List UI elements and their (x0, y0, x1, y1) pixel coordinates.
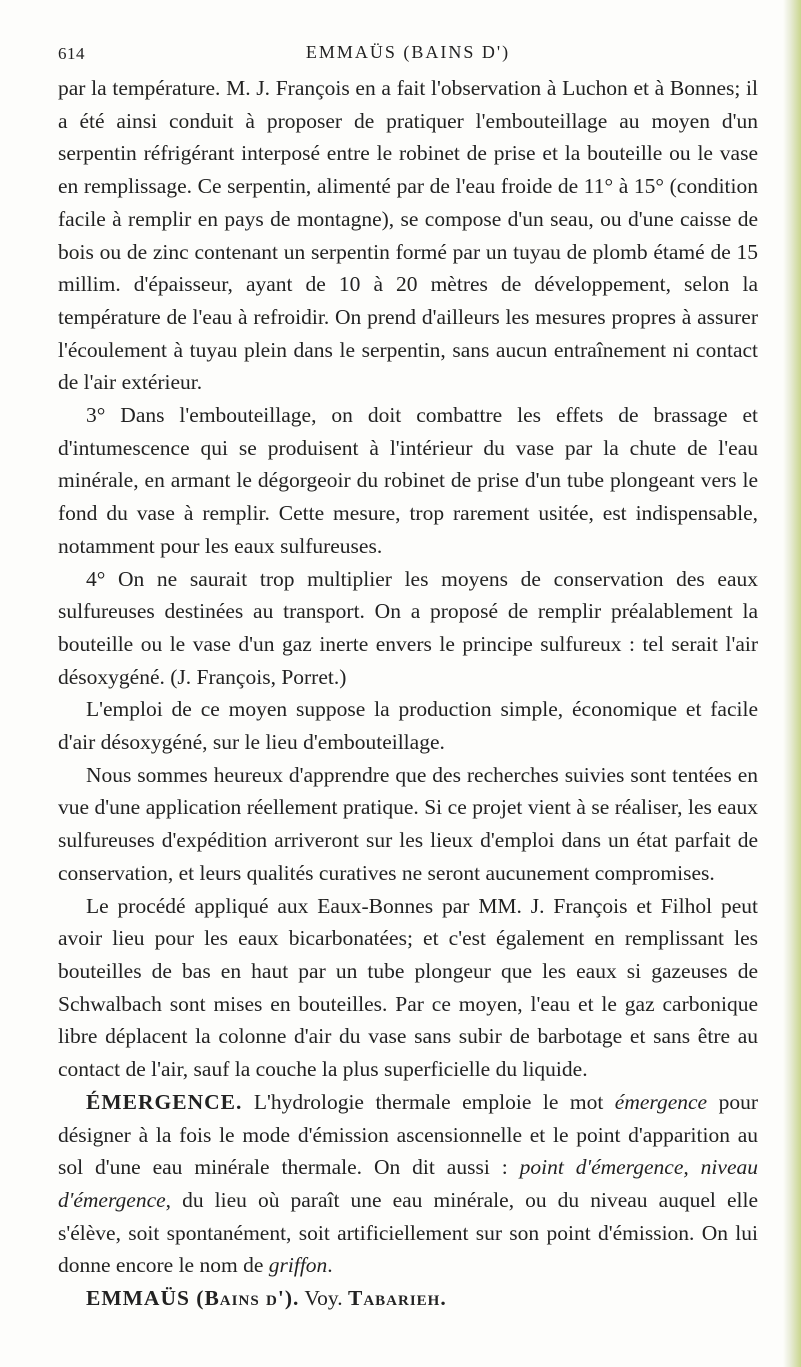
entry-emergence (58, 1086, 758, 1282)
entry-text-part: L'hydrologie thermale emploie le mot (242, 1089, 615, 1114)
paragraph-luchon: par la température. M. J. François en a fait l'observation à Luchon et à Bonnes; il a été ainsi conduit à proposer de pratiquer l'embouteillage au moyen d'un serpentin réfrigérant interposé entre le robinet de prise et la bouteille ou le vase en remplissage. Ce serpentin, alimenté par de l'eau froide de 11° à 15° (condition facile à remplir en pays de montagne), se compose d'un seau, ou d'une caisse de bois ou de zinc contenant un serpentin formé par un tuyau de plomb étamé de 15 millim. d'épaisseur, ayant de 10 à 20 mètres de développement, selon la température de l'eau à refroidir. On prend d'ailleurs les mesures propres à assurer l'écoulement à tuyau plein dans le serpentin, sans aucun entraînement ni contact de l'air extérieur. (58, 76, 758, 395)
page-edge (783, 0, 801, 1367)
paragraph-point-4: 4° On ne saurait trop multiplier les moyens de conservation des eaux sulfureuses destinées au transport. On a proposé de remplir préalablement la bouteille ou le vase d'un gaz inerte envers le principe sulfureux : tel serait l'air désoxygéné. (J. François, Porret.) (58, 566, 758, 689)
paragraph-recherches: Nous sommes heureux d'apprendre que des recherches suivies sont tentées en vue d'une application réellement pratique. Si ce projet vient à se réaliser, les eaux sulfureuses d'expédition arriveront sur les lieux d'emploi dans un état parfait de conservation, et leurs qualités curatives ne seront aucunement compromises. (58, 762, 758, 885)
running-title: EMMAÜS (BAINS D') (305, 42, 511, 62)
paragraph-air-desoxygene: L'emploi de ce moyen suppose la production simple, économique et facile d'air désoxygéné, sur le lieu d'embouteillage. (58, 697, 758, 755)
body-text (58, 72, 758, 1315)
entry-text-part: , du lieu où paraît une eau minérale, ou du niveau auquel elle s'élève, soit spontanément, soit artificiellement sur son point d'émission. On lui donne encore le nom de (58, 1187, 758, 1278)
page-number: 614 (58, 44, 85, 63)
entry-emmaus (58, 1282, 758, 1315)
entry-term-point-emergence: point d'émergence, niveau d'émergence (58, 1155, 758, 1212)
entry-term-griffon: griffon (268, 1253, 328, 1278)
entry-headword-emergence: ÉMERGENCE. (86, 1089, 243, 1114)
entry-text-part: Voy. (299, 1286, 348, 1311)
entry-text-part: . (327, 1253, 333, 1278)
entry-term-emergence: émergence (614, 1089, 708, 1114)
paragraph-eaux-bonnes: Le procédé appliqué aux Eaux-Bonnes par MM. J. François et Filhol peut avoir lieu pour les eaux bicarbonatées; et c'est également en remplissant les bouteilles de bas en haut par un tube plongeur que les eaux si gazeuses de Schwalbach sont mises en bouteilles. Par ce moyen, l'eau et le gaz carbonique libre déplacent la colonne d'air du vase sans subir de barbotage et sans être au contact de l'air, sauf la couche la plus superficielle du liquide. (58, 893, 758, 1082)
paragraph-point-3: 3° Dans l'embouteillage, on doit combattre les effets de brassage et d'intumescence qui se produisent à l'intérieur du vase par la chute de l'eau minérale, en armant le dégorgeoir du robinet de prise d'un tube plongeant vers le fond du vase à remplir. Cette mesure, trop rarement usitée, est indispensable, notamment pour les eaux sulfureuses. (58, 403, 758, 558)
page-header (58, 42, 758, 68)
cross-reference-tabarieh: Tabarieh. (347, 1286, 447, 1311)
entry-text-part: pour désigner à la fois le mode d'émission ascensionnelle et le point d'apparition au sol d'une eau minérale thermale. On dit aussi : (58, 1089, 758, 1180)
entry-headword-emmaus: EMMAÜS (Bains d'). (86, 1286, 300, 1311)
